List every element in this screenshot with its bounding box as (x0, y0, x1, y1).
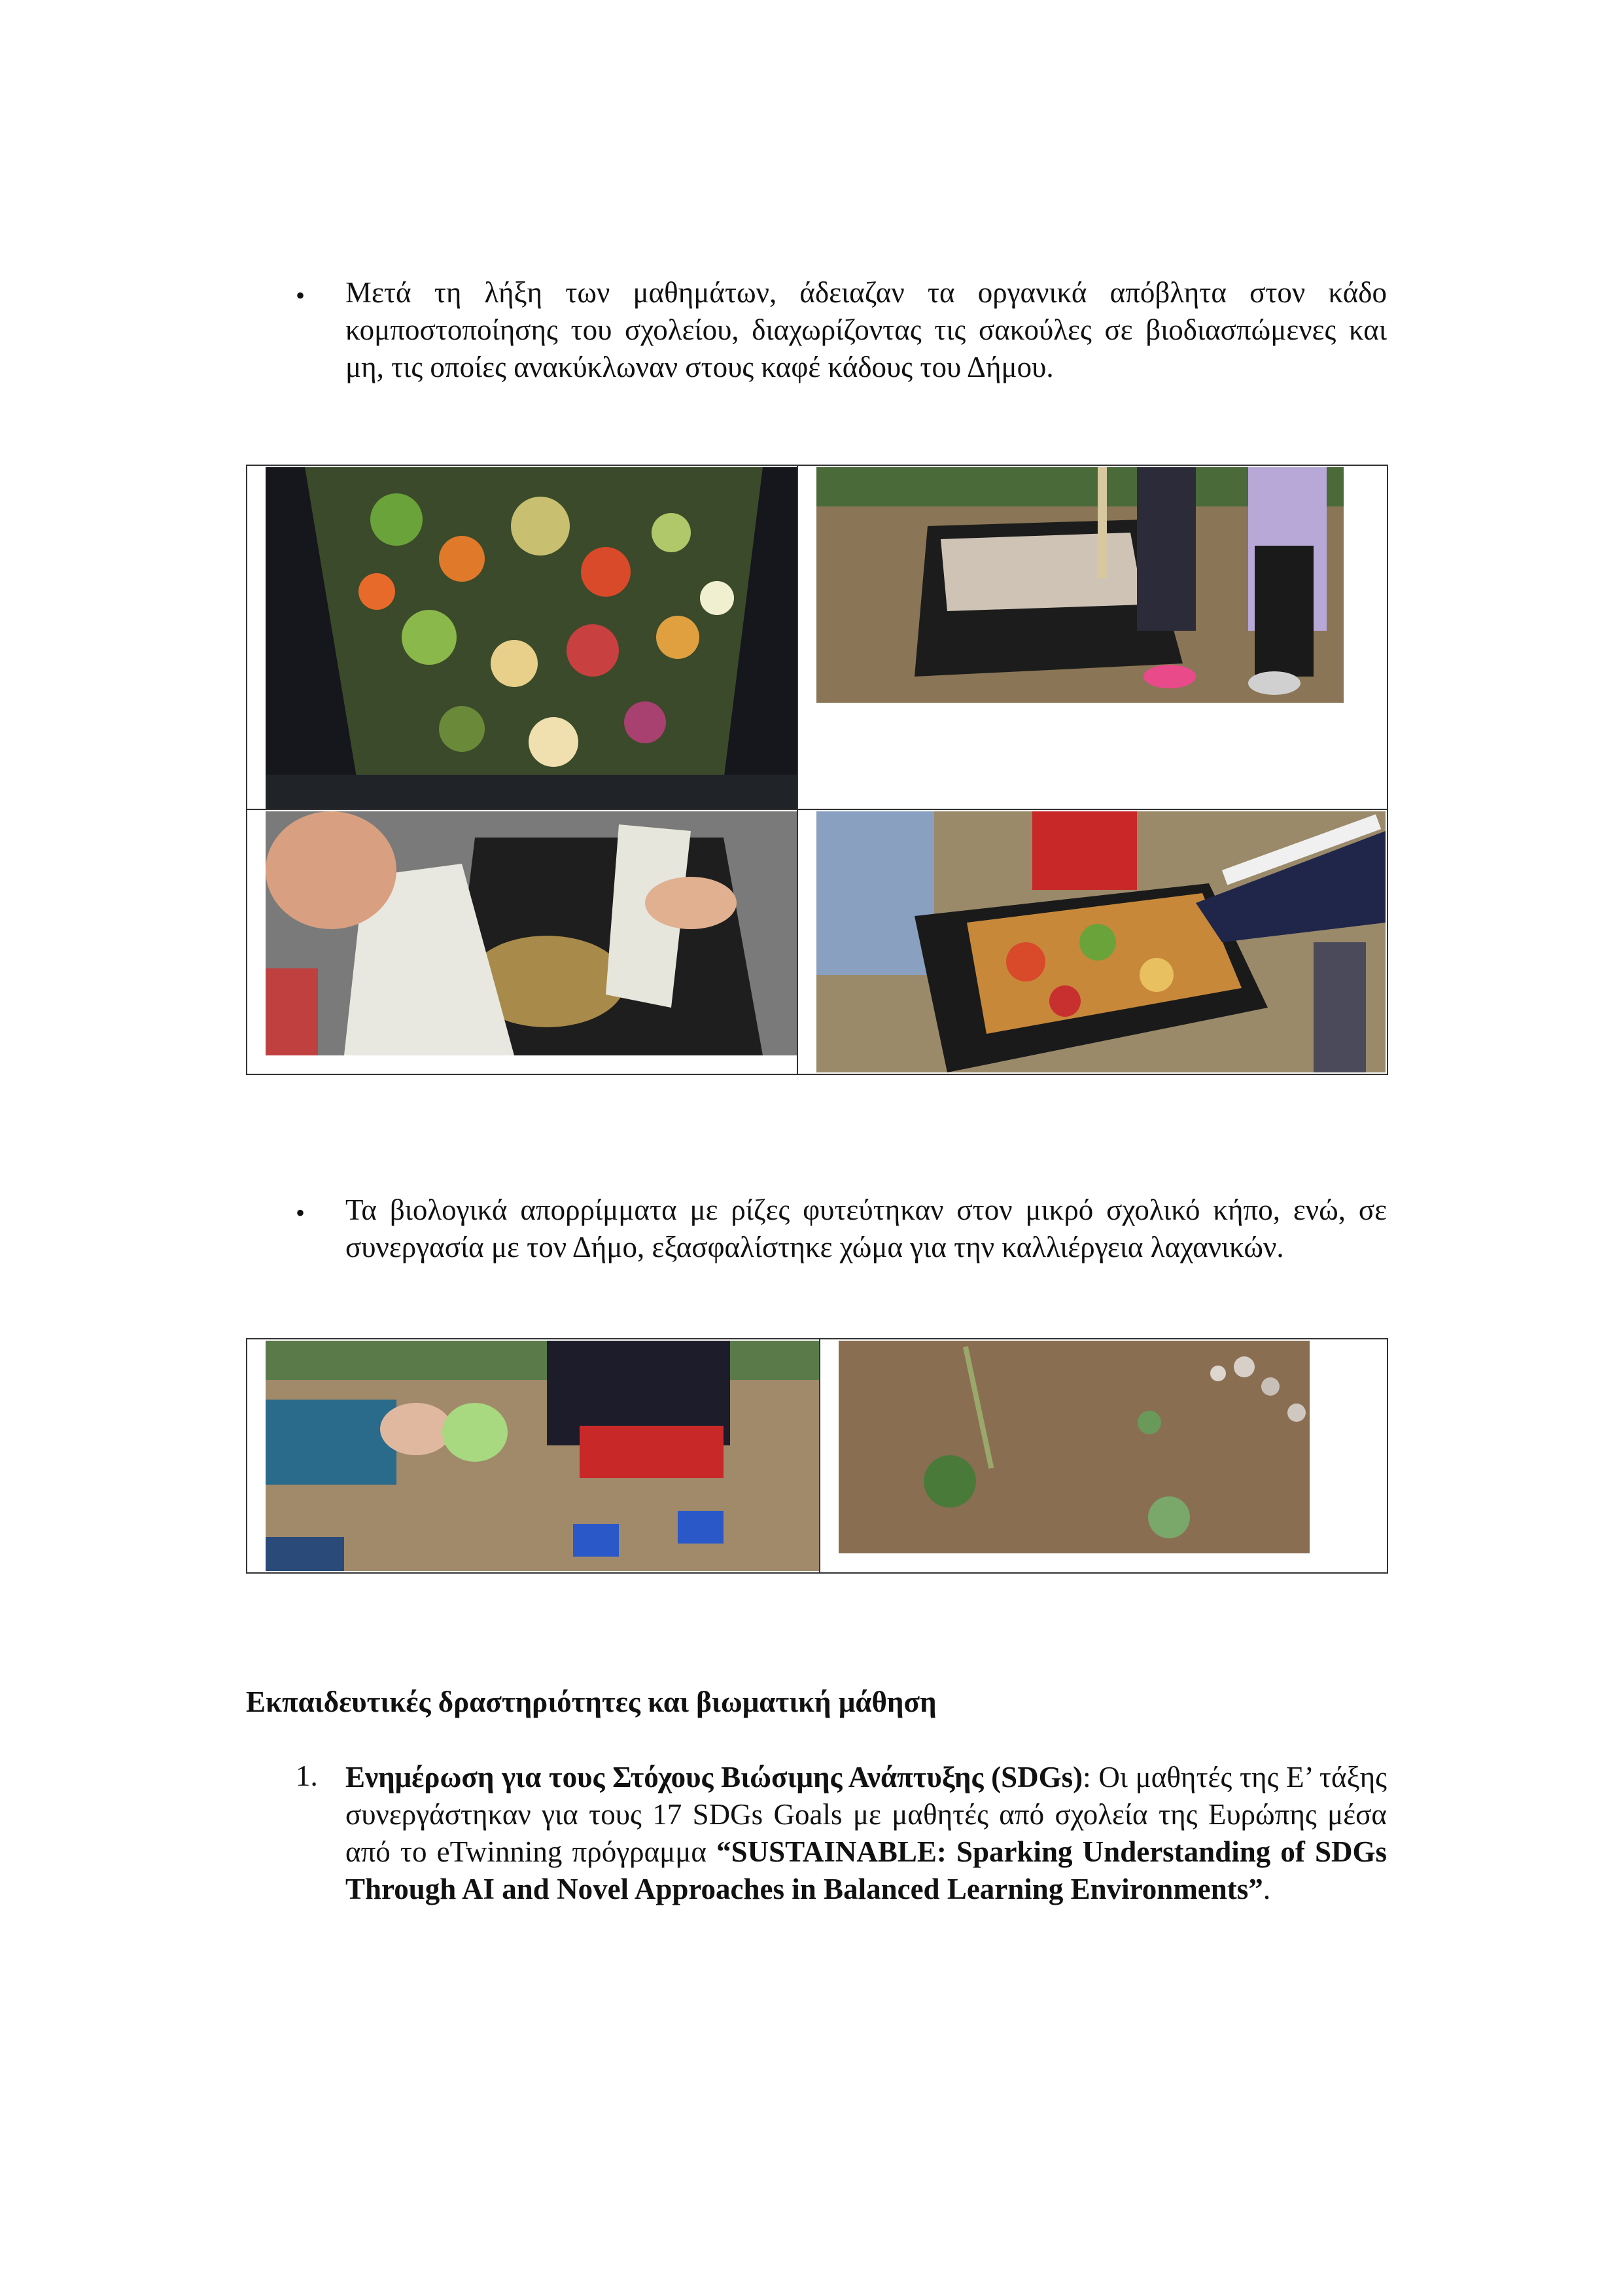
bullet-marker: • (296, 1198, 305, 1227)
sdgs-list-item (345, 1759, 1387, 1908)
garden-soil-plants-photo (839, 1341, 1310, 1553)
sdgs-bold-lead: Ενημέρωση για τους Στόχους Βιώσιμης Ανάπτυξης (SDGs) (345, 1761, 1083, 1793)
photo-table-compost (246, 465, 1388, 1075)
garden-paragraph-text: Τα βιολογικά απορρίμματα με ρίζες φυτεύτηκαν στον μικρό σχολικό κήπο, ενώ, σε συνεργασία με τον Δήμο, εξασφαλίστηκε χώμα για την καλλιέργεια λαχανικών. (345, 1193, 1387, 1263)
compost-bin-outdoors-photo (816, 467, 1344, 703)
food-scraps-in-bin-photo (266, 467, 797, 809)
sdgs-paragraph (345, 1759, 1387, 1908)
photo-table-garden (246, 1338, 1388, 1574)
full-compost-bin-photo (816, 811, 1386, 1072)
compost-paragraph (345, 274, 1387, 386)
sdgs-colon: : (1083, 1761, 1091, 1793)
sdgs-end: . (1263, 1873, 1271, 1905)
program-title: “SUSTAINABLE: Sparking Understanding of SDGs Through AI and Novel Approaches in Balanced Learning Environments” (345, 1835, 1387, 1905)
list-number: 1. (296, 1759, 318, 1792)
bullet-marker: • (296, 281, 305, 310)
section-heading: Εκπαιδευτικές δραστηριότητες και βιωματική μάθηση (246, 1686, 937, 1718)
sdgs-text: Οι μαθητές της Ε’ τάξης συνεργάστηκαν για τους 17 SDGs Goals με μαθητές από σχολεία της Ευρώπης μέσα από το eTwinning πρόγραμμα (345, 1761, 1387, 1868)
compost-paragraph-text: Μετά τη λήξη των μαθημάτων, άδειαζαν τα οργανικά απόβλητα στον κάδο κομποστοποίησης του σχολείου, διαχωρίζοντας τις σακούλες σε βιοδιασπώμενες και μη, τις οποίες ανακύκλωναν στους καφέ κάδους του Δήμου. (345, 276, 1387, 383)
emptying-bags-photo (266, 811, 797, 1055)
garden-paragraph (345, 1192, 1387, 1266)
planting-scraps-photo (266, 1341, 819, 1571)
